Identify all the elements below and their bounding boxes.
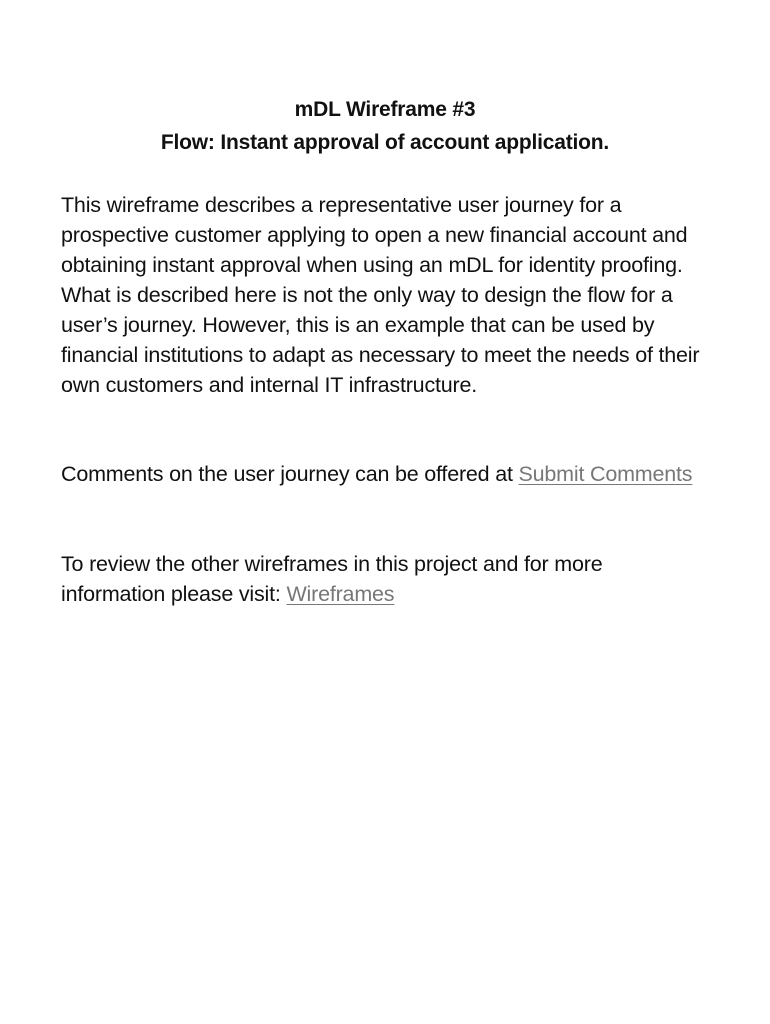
document-subtitle: Flow: Instant approval of account application. bbox=[160, 131, 610, 154]
review-text: To review the other wireframes in this project and for more information please visit: bbox=[61, 552, 603, 606]
review-paragraph bbox=[61, 549, 711, 609]
intro-paragraph: This wireframe describes a representative user journey for a prospective customer applying to open a new financial account and obtaining instant approval when using an mDL for identity proofing. What is described here is not the only way to design the flow for a user’s journey. However, this is an example that can be used by financial institutions to adapt as necessary to meet the needs of their own customers and internal IT infrastructure. bbox=[61, 193, 700, 397]
comments-paragraph bbox=[61, 459, 711, 489]
wireframes-link[interactable]: Wireframes bbox=[286, 582, 395, 606]
document-title: mDL Wireframe #3 bbox=[294, 98, 476, 121]
title-block bbox=[60, 93, 710, 159]
comments-text: Comments on the user journey can be offered at bbox=[61, 462, 519, 486]
submit-comments-link[interactable]: Submit Comments bbox=[518, 462, 693, 486]
